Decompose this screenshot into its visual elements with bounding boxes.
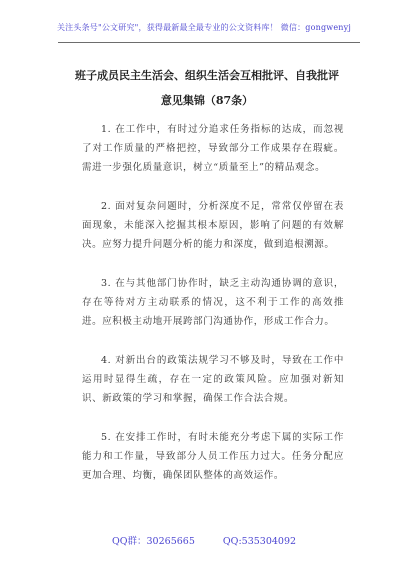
list-item: 2. 面对复杂问题时，分析深度不足，常常仅停留在表面现象，未能深入挖掘其根本原因，影响了问题的有效解决。应努力提升问题分析的能力和深度，做到追根溯源。: [82, 201, 344, 250]
list-item: 4. 对新出台的政策法规学习不够及时，导致在工作中运用时显得生疏，存在一定的政策风险。应加强对新知识、新政策的学习和掌握，确保工作合法合规。: [82, 355, 344, 404]
list-item: 5. 在安排工作时，有时未能充分考虑下属的实际工作能力和工作量，导致部分人员工作压力过大。任务分配应更加合理、均衡，确保团队整体的高效运作。: [82, 432, 344, 481]
list-item: 1. 在工作中，有时过分追求任务指标的达成，而忽视了对工作质量的严格把控，导致部分工作成果存在瑕疵。需进一步强化质量意识，树立“质量至上”的精品观念。: [82, 124, 344, 173]
footer-qq-group: QQ群：30265665: [111, 536, 195, 547]
list-item: 3. 在与其他部门协作时，缺乏主动沟通协调的意识，存在等待对方主动联系的情况，这不利于工作的高效推进。应积极主动地开展跨部门沟通协作，形成工作合力。: [82, 278, 344, 327]
header-banner: 关注头条号"公文研究"，获得最新最全最专业的公文资料库！ 微信：gongwenyj: [56, 23, 352, 32]
footer-qq: QQ:535304092: [222, 536, 297, 547]
footer-contact: [0, 533, 408, 547]
header-divider: [58, 42, 360, 43]
item-list: [82, 120, 344, 505]
document-title: 班子成员民主生活会、组织生活会互相批评、自我批评意见集锦（87条）: [75, 69, 339, 107]
